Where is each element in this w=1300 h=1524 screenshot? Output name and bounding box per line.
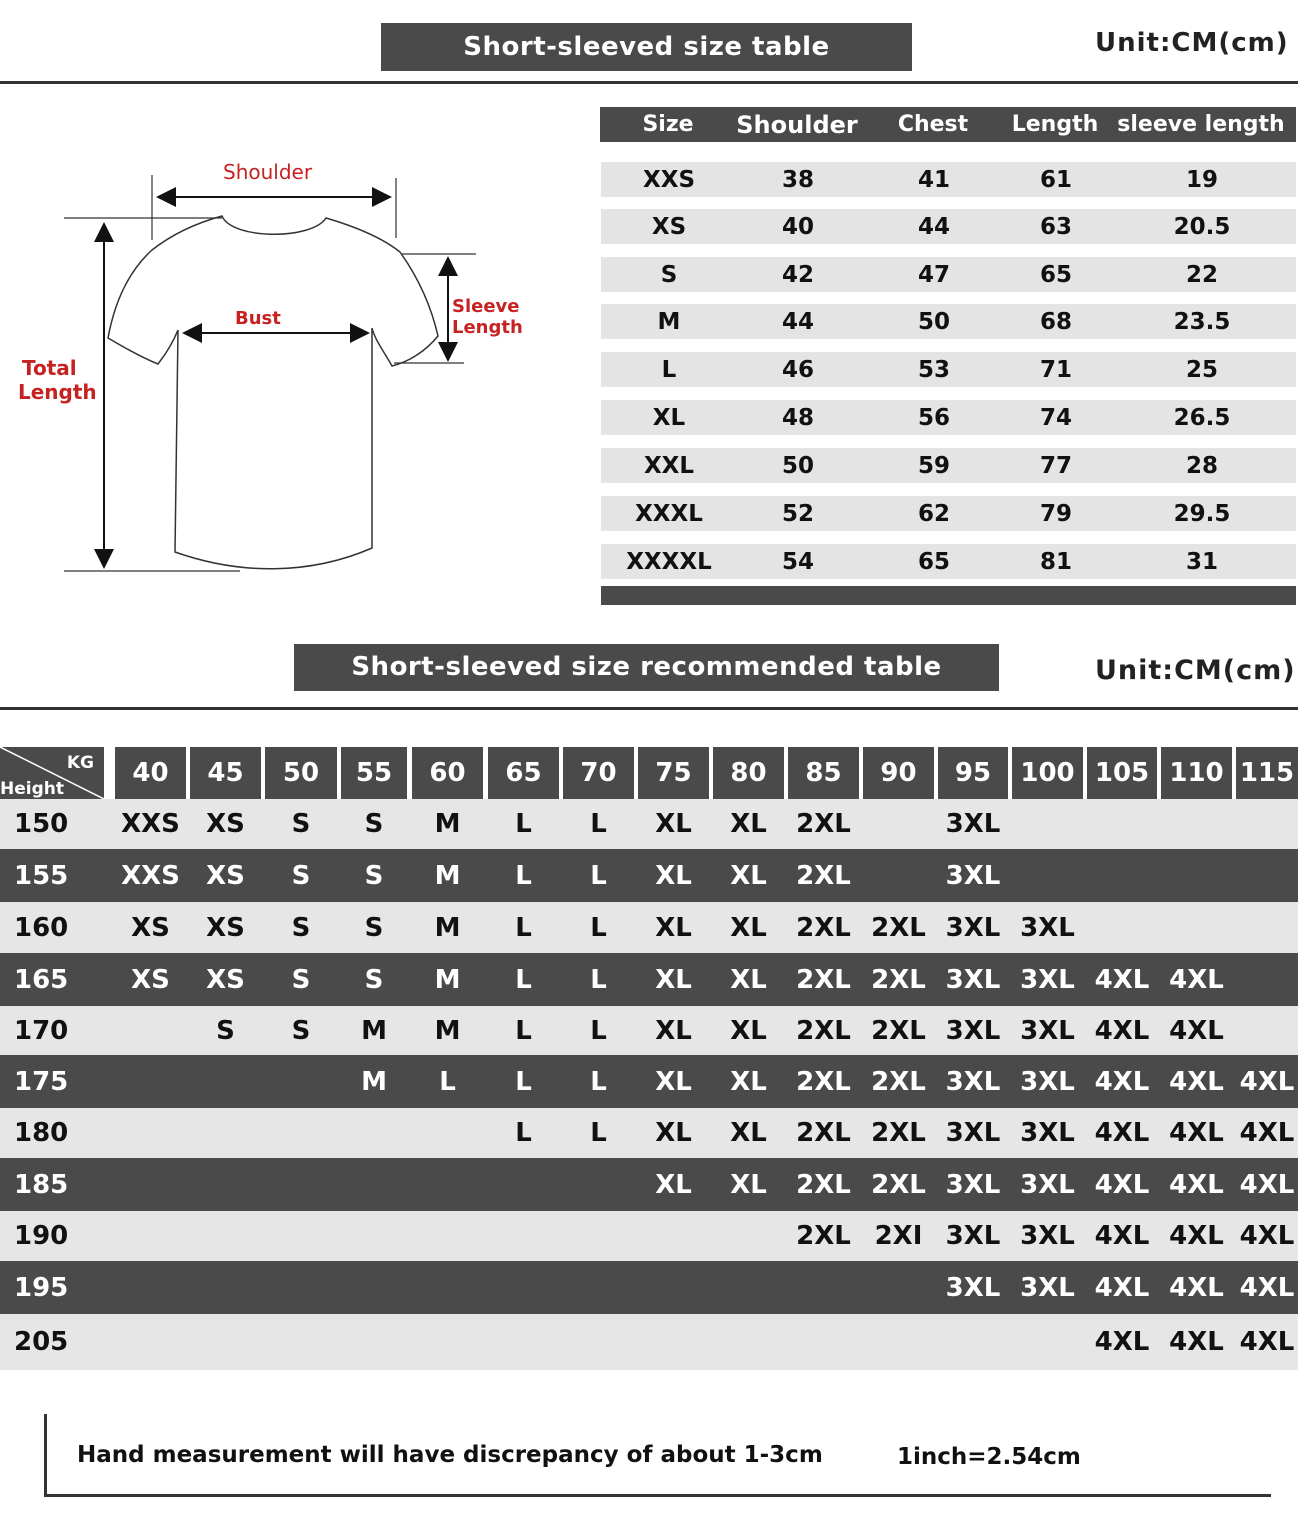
size-recommendation-cell: S [291, 860, 311, 891]
size-value-cell: 29.5 [1173, 500, 1231, 527]
size-recommendation-cell: 2XL [796, 809, 851, 839]
size-recommendation-cell: M [434, 964, 461, 995]
size-recommendation-cell: 3XL [1020, 1118, 1075, 1148]
size-recommendation-cell [788, 1314, 859, 1370]
size-recommendation-cell: S [364, 912, 384, 943]
size-recommendation-cell: XL [655, 1015, 692, 1046]
size-recommendation-cell: L [590, 1066, 607, 1097]
size-recommendation-cell [265, 1055, 337, 1108]
size-recommendation-cell: M [434, 860, 461, 891]
size-recommendation-cell: 3XL [945, 1169, 1001, 1200]
size-name-cell: XL [652, 404, 686, 431]
size-recommendation-cell [1012, 1314, 1083, 1370]
size-value-cell: 28 [1185, 452, 1218, 479]
size-name-cell: XXL [643, 452, 695, 479]
size-value-cell: 23.5 [1173, 308, 1231, 335]
size-recommendation-cell [265, 1261, 337, 1314]
size-value-cell: 44 [917, 213, 950, 240]
recommend-table-title: Short-sleeved size recommended table [294, 644, 999, 691]
size-recommendation-cell: XL [730, 964, 767, 995]
weight-header-cell: 40 [115, 747, 186, 799]
size-recommendation-cell: S [291, 912, 311, 943]
size-recommendation-cell [265, 1108, 337, 1158]
size-recommendation-cell [115, 1314, 186, 1370]
size-recommendation-cell [1087, 902, 1157, 953]
recommend-row [0, 1314, 1298, 1370]
size-recommendation-cell: 3XL [945, 964, 1001, 995]
size-recommendation-cell: 2XL [796, 964, 851, 995]
size-row [601, 162, 1296, 197]
size-recommendation-cell: XL [730, 809, 767, 839]
size-value-cell: 41 [917, 166, 950, 193]
size-row [601, 544, 1296, 579]
size-value-cell: 38 [781, 166, 814, 193]
recommend-row [0, 953, 1298, 1006]
size-recommendation-cell: XL [655, 1169, 692, 1200]
size-value-cell: 40 [781, 213, 814, 240]
size-name-cell: L [661, 356, 677, 383]
size-value-cell: 65 [1039, 261, 1072, 288]
recommend-row [0, 799, 1298, 849]
size-value-cell: 54 [781, 548, 814, 575]
size-recommendation-cell: 2XL [796, 1066, 851, 1097]
size-value-cell: 62 [917, 500, 950, 527]
height-cell: 185 [14, 1169, 69, 1200]
height-cell: 155 [14, 860, 69, 891]
size-recommendation-cell: 2XL [796, 1118, 851, 1148]
size-recommendation-cell: L [590, 912, 607, 943]
size-recommendation-cell: 4XL [1094, 1066, 1150, 1097]
size-row [601, 304, 1296, 339]
height-cell: 205 [14, 1327, 69, 1357]
size-value-cell: 56 [917, 404, 950, 431]
size-recommendation-cell [115, 1108, 186, 1158]
size-recommendation-cell: 4XL [1094, 1272, 1150, 1303]
size-recommendation-cell: 3XL [945, 1066, 1001, 1097]
size-recommendation-cell: 2XL [871, 964, 926, 995]
size-recommendation-cell [341, 1314, 407, 1370]
size-recommendation-cell: M [434, 809, 461, 839]
size-recommendation-cell: 4XL [1169, 1272, 1224, 1303]
size-recommendation-cell [863, 799, 934, 849]
size-row [601, 257, 1296, 292]
size-recommendation-cell [1236, 953, 1298, 1006]
sleeve-label-line1: Sleeve [452, 296, 520, 317]
size-value-cell: 20.5 [1173, 213, 1231, 240]
size-recommendation-cell [115, 1006, 186, 1055]
size-recommendation-cell [115, 1261, 186, 1314]
size-recommendation-cell: L [515, 1118, 532, 1148]
col-size: Size [642, 112, 694, 137]
size-recommendation-cell: L [515, 964, 532, 995]
size-recommendation-cell [488, 1158, 559, 1211]
size-recommendation-cell: XS [206, 860, 245, 891]
size-value-cell: 22 [1185, 261, 1218, 288]
size-recommendation-cell [412, 1158, 483, 1211]
weight-header-cell: 95 [938, 747, 1008, 799]
weight-header-cell: 75 [638, 747, 709, 799]
size-recommendation-cell: L [590, 1015, 607, 1046]
corner-height-label: Height [0, 779, 64, 799]
size-recommendation-cell: L [590, 1118, 607, 1148]
size-recommendation-cell: 3XL [945, 1015, 1001, 1046]
size-recommendation-cell: 3XL [1020, 1169, 1075, 1200]
size-recommendation-cell: 2XL [796, 860, 851, 891]
size-recommendation-cell: L [515, 1015, 532, 1046]
size-recommendation-cell: 4XL [1094, 964, 1150, 995]
table-corner [0, 747, 104, 799]
size-row [601, 209, 1296, 244]
discrepancy-note: Hand measurement will have discrepancy of about 1-3cm [77, 1442, 823, 1468]
size-recommendation-cell: 4XL [1239, 1272, 1295, 1303]
size-recommendation-cell [412, 1261, 483, 1314]
size-value-cell: 61 [1039, 166, 1072, 193]
size-recommendation-cell: 4XL [1169, 964, 1224, 995]
size-recommendation-cell [713, 1261, 784, 1314]
size-recommendation-cell: XL [730, 1169, 767, 1200]
size-recommendation-cell: M [361, 1066, 387, 1097]
height-cell: 190 [14, 1221, 69, 1251]
size-recommendation-cell: XL [655, 1118, 692, 1148]
size-recommendation-cell: 3XL [1020, 1066, 1075, 1097]
size-value-cell: 52 [781, 500, 814, 527]
size-recommendation-cell: S [291, 1015, 311, 1046]
recommend-row [0, 1211, 1298, 1261]
weight-header-cell: 70 [563, 747, 634, 799]
size-recommendation-cell: 2XL [796, 912, 851, 943]
size-recommendation-cell [563, 1314, 634, 1370]
recommend-row [0, 1158, 1298, 1211]
size-recommendation-cell: L [590, 964, 607, 995]
size-recommendation-cell [341, 1261, 407, 1314]
height-cell: 150 [14, 809, 69, 839]
size-recommendation-cell [563, 1158, 634, 1211]
size-value-cell: 47 [917, 261, 950, 288]
size-recommendation-cell: 3XL [945, 1272, 1001, 1303]
measurement-note [44, 1414, 1271, 1497]
size-recommendation-cell [713, 1314, 784, 1370]
size-recommendation-cell: XL [655, 860, 692, 891]
size-recommendation-cell: XL [655, 1066, 692, 1097]
col-shoulder: Shoulder [736, 110, 858, 139]
top-divider [0, 81, 1298, 84]
size-recommendation-cell [341, 1108, 407, 1158]
weight-header-cell: 100 [1012, 747, 1083, 799]
size-recommendation-cell [563, 1261, 634, 1314]
size-recommendation-cell: 4XL [1169, 1066, 1224, 1097]
size-recommendation-cell: 3XL [1020, 1015, 1075, 1046]
size-recommendation-cell [1161, 849, 1232, 902]
size-recommendation-cell: L [439, 1066, 456, 1097]
weight-header-cell: 85 [788, 747, 859, 799]
size-value-cell: 42 [781, 261, 814, 288]
size-recommendation-cell [1236, 1006, 1298, 1055]
size-recommendation-cell: 4XL [1094, 1221, 1150, 1251]
size-recommendation-cell [1012, 849, 1083, 902]
shirt-diagram [0, 150, 560, 590]
col-length: Length [1011, 112, 1099, 137]
total-length-label [18, 356, 97, 404]
size-recommendation-cell: 3XL [1020, 1221, 1075, 1251]
total-label-line2: Length [18, 380, 97, 404]
size-recommendation-cell: 4XL [1239, 1221, 1295, 1251]
weight-header-cell: 50 [265, 747, 337, 799]
size-recommendation-cell [1087, 849, 1157, 902]
size-recommendation-cell: 3XL [945, 912, 1001, 943]
recommend-table-unit: Unit:CM(cm) [1095, 655, 1296, 686]
height-cell: 195 [14, 1272, 69, 1303]
size-recommendation-cell: XL [655, 964, 692, 995]
size-recommendation-cell [412, 1314, 483, 1370]
size-recommendation-cell: M [434, 912, 461, 943]
size-recommendation-cell: 2XL [871, 1118, 926, 1148]
size-recommendation-cell [115, 1211, 186, 1261]
shoulder-label: Shoulder [223, 160, 313, 184]
recommend-row [0, 849, 1298, 902]
size-recommendation-cell: 4XL [1169, 1327, 1224, 1357]
size-value-cell: 74 [1039, 404, 1072, 431]
size-recommendation-cell: S [364, 860, 384, 891]
size-name-cell: XXXL [635, 500, 703, 527]
size-recommendation-cell: 4XL [1094, 1327, 1150, 1357]
size-recommendation-cell: XL [730, 1118, 767, 1148]
recommend-row [0, 1006, 1298, 1055]
size-recommendation-cell [1012, 799, 1083, 849]
size-recommendation-cell [412, 1108, 483, 1158]
size-recommendation-cell: 2XL [871, 912, 926, 943]
size-recommendation-cell: XL [730, 912, 767, 943]
size-recommendation-cell: 2XL [796, 1221, 851, 1251]
size-recommendation-cell [638, 1261, 709, 1314]
size-recommendation-cell: 2XI [874, 1221, 923, 1251]
size-table-footer-bar [601, 586, 1296, 605]
size-recommendation-cell: 4XL [1169, 1118, 1224, 1148]
col-sleeve-length: sleeve length [1117, 112, 1285, 137]
size-recommendation-cell [863, 849, 934, 902]
size-recommendation-cell: 4XL [1239, 1118, 1295, 1148]
size-recommendation-cell: 4XL [1169, 1221, 1224, 1251]
size-recommendation-cell [488, 1261, 559, 1314]
size-recommendation-cell: 4XL [1169, 1169, 1224, 1200]
weight-header-cell: 45 [190, 747, 261, 799]
size-recommendation-cell [341, 1211, 407, 1261]
size-value-cell: 48 [781, 404, 814, 431]
size-name-cell: XXXXL [626, 548, 712, 575]
size-recommendation-cell: L [590, 860, 607, 891]
size-recommendation-cell: XS [131, 912, 170, 943]
size-value-cell: 59 [917, 452, 950, 479]
size-recommendation-cell [863, 1314, 934, 1370]
size-value-cell: 77 [1039, 452, 1072, 479]
size-value-cell: 53 [917, 356, 950, 383]
inch-conversion-note: 1inch=2.54cm [897, 1444, 1081, 1470]
size-recommendation-cell: 4XL [1239, 1169, 1295, 1200]
size-row [601, 496, 1296, 531]
size-name-cell: S [660, 261, 678, 288]
size-recommendation-cell [638, 1211, 709, 1261]
size-recommendation-cell: 3XL [945, 1221, 1001, 1251]
size-recommendation-cell [863, 1261, 934, 1314]
size-recommendation-cell [488, 1314, 559, 1370]
size-recommendation-cell: 4XL [1239, 1327, 1295, 1357]
size-recommendation-cell [1236, 799, 1298, 849]
size-recommendation-cell: XXS [121, 809, 180, 839]
size-value-cell: 71 [1039, 356, 1072, 383]
size-name-cell: M [657, 308, 681, 335]
size-recommendation-cell [115, 1158, 186, 1211]
size-recommendation-cell: 3XL [945, 809, 1001, 839]
size-recommendation-cell [265, 1211, 337, 1261]
size-name-cell: XS [651, 213, 687, 240]
size-value-cell: 25 [1185, 356, 1218, 383]
recommend-row [0, 1108, 1298, 1158]
sleeve-length-label [452, 296, 523, 338]
size-recommendation-cell: XS [206, 912, 245, 943]
size-value-cell: 65 [917, 548, 950, 575]
weight-header-cell: 60 [412, 747, 483, 799]
weight-header-cell: 55 [341, 747, 407, 799]
height-cell: 180 [14, 1118, 69, 1148]
size-value-cell: 46 [781, 356, 814, 383]
size-recommendation-cell: XL [730, 1015, 767, 1046]
size-recommendation-cell: XL [655, 912, 692, 943]
size-table-unit: Unit:CM(cm) [1095, 28, 1289, 58]
weight-header-cell: 90 [863, 747, 934, 799]
size-recommendation-cell [190, 1158, 261, 1211]
size-value-cell: 79 [1039, 500, 1072, 527]
size-recommendation-cell [1161, 902, 1232, 953]
size-name-cell: XXS [642, 166, 696, 193]
col-chest: Chest [897, 112, 969, 137]
weight-header-cell: 105 [1087, 747, 1157, 799]
size-recommendation-cell [1161, 799, 1232, 849]
size-recommendation-cell: XS [206, 809, 245, 839]
size-recommendation-cell: XL [730, 1066, 767, 1097]
size-recommendation-cell: 4XL [1169, 1015, 1224, 1046]
weight-header-cell: 80 [713, 747, 784, 799]
size-recommendation-cell: 4XL [1094, 1118, 1150, 1148]
size-recommendation-cell [412, 1211, 483, 1261]
size-value-cell: 26.5 [1173, 404, 1231, 431]
size-table-header [600, 107, 1296, 142]
size-recommendation-cell: 4XL [1094, 1015, 1150, 1046]
size-table-title: Short-sleeved size table [381, 23, 912, 71]
size-row [601, 400, 1296, 435]
size-recommendation-cell [488, 1211, 559, 1261]
size-value-cell: 68 [1039, 308, 1072, 335]
size-recommendation-cell [788, 1261, 859, 1314]
size-recommendation-cell: 2XL [871, 1015, 926, 1046]
size-recommendation-cell [341, 1158, 407, 1211]
size-recommendation-cell: XS [206, 964, 245, 995]
size-recommendation-cell [190, 1314, 261, 1370]
size-recommendation-cell: S [364, 964, 384, 995]
size-row [601, 352, 1296, 387]
size-recommendation-cell: 2XL [796, 1015, 851, 1046]
weight-header-cell: 110 [1161, 747, 1232, 799]
size-recommendation-cell: S [216, 1015, 235, 1046]
size-recommendation-cell [1087, 799, 1157, 849]
recommend-row [0, 1055, 1298, 1108]
size-recommendation-cell: 2XL [871, 1066, 926, 1097]
height-cell: 170 [14, 1015, 69, 1046]
size-recommendation-cell [638, 1314, 709, 1370]
size-recommendation-cell: L [515, 1066, 532, 1097]
size-recommendation-cell: XXS [121, 860, 180, 891]
size-recommendation-cell: L [515, 860, 532, 891]
size-recommendation-cell: M [361, 1015, 387, 1046]
size-recommendation-cell [115, 1055, 186, 1108]
height-cell: 160 [14, 912, 69, 943]
size-recommendation-cell: 4XL [1239, 1066, 1295, 1097]
size-recommendation-cell: 3XL [1020, 1272, 1075, 1303]
size-recommendation-cell [190, 1108, 261, 1158]
corner-kg-label: KG [66, 753, 94, 773]
sleeve-label-line2: Length [452, 317, 523, 338]
size-recommendation-cell: XL [730, 860, 767, 891]
size-recommendation-cell: 3XL [945, 1118, 1001, 1148]
height-cell: 165 [14, 964, 69, 995]
size-recommendation-cell: 4XL [1094, 1169, 1150, 1200]
size-recommendation-cell: L [515, 809, 532, 839]
weight-header-cell: 65 [488, 747, 559, 799]
size-recommendation-cell [190, 1261, 261, 1314]
height-cell: 175 [14, 1066, 69, 1097]
size-recommendation-cell: S [291, 809, 311, 839]
size-recommendation-cell: XL [655, 809, 692, 839]
size-value-cell: 81 [1039, 548, 1072, 575]
size-recommendation-cell [265, 1314, 337, 1370]
size-recommendation-cell [265, 1158, 337, 1211]
size-value-cell: 31 [1185, 548, 1218, 575]
bust-label: Bust [235, 308, 281, 329]
size-recommendation-cell: 2XL [796, 1169, 851, 1200]
size-recommendation-cell: L [515, 912, 532, 943]
size-recommendation-cell: 3XL [945, 860, 1001, 891]
size-value-cell: 63 [1039, 213, 1072, 240]
size-recommendation-cell: S [291, 964, 311, 995]
size-recommendation-cell: XS [131, 964, 170, 995]
size-recommendation-cell: 3XL [1020, 912, 1075, 943]
size-value-cell: 50 [781, 452, 814, 479]
size-row [601, 448, 1296, 483]
size-recommendation-cell [1236, 902, 1298, 953]
size-recommendation-cell: 3XL [1020, 964, 1075, 995]
size-recommendation-cell [190, 1211, 261, 1261]
total-label-line1: Total [22, 356, 77, 380]
weight-header-cell: 115 [1236, 747, 1298, 799]
size-recommendation-cell: M [434, 1015, 461, 1046]
size-value-cell: 19 [1185, 166, 1218, 193]
middle-divider [0, 707, 1298, 710]
size-recommendation-cell: L [590, 809, 607, 839]
size-recommendation-cell [938, 1314, 1008, 1370]
size-recommendation-cell [713, 1211, 784, 1261]
size-recommendation-cell [190, 1055, 261, 1108]
recommend-row [0, 1261, 1298, 1314]
size-recommendation-cell: S [364, 809, 384, 839]
size-recommendation-cell: 2XL [871, 1169, 926, 1200]
size-value-cell: 44 [781, 308, 814, 335]
size-value-cell: 50 [917, 308, 950, 335]
size-recommendation-cell [1236, 849, 1298, 902]
size-recommendation-cell [563, 1211, 634, 1261]
recommend-row [0, 902, 1298, 953]
